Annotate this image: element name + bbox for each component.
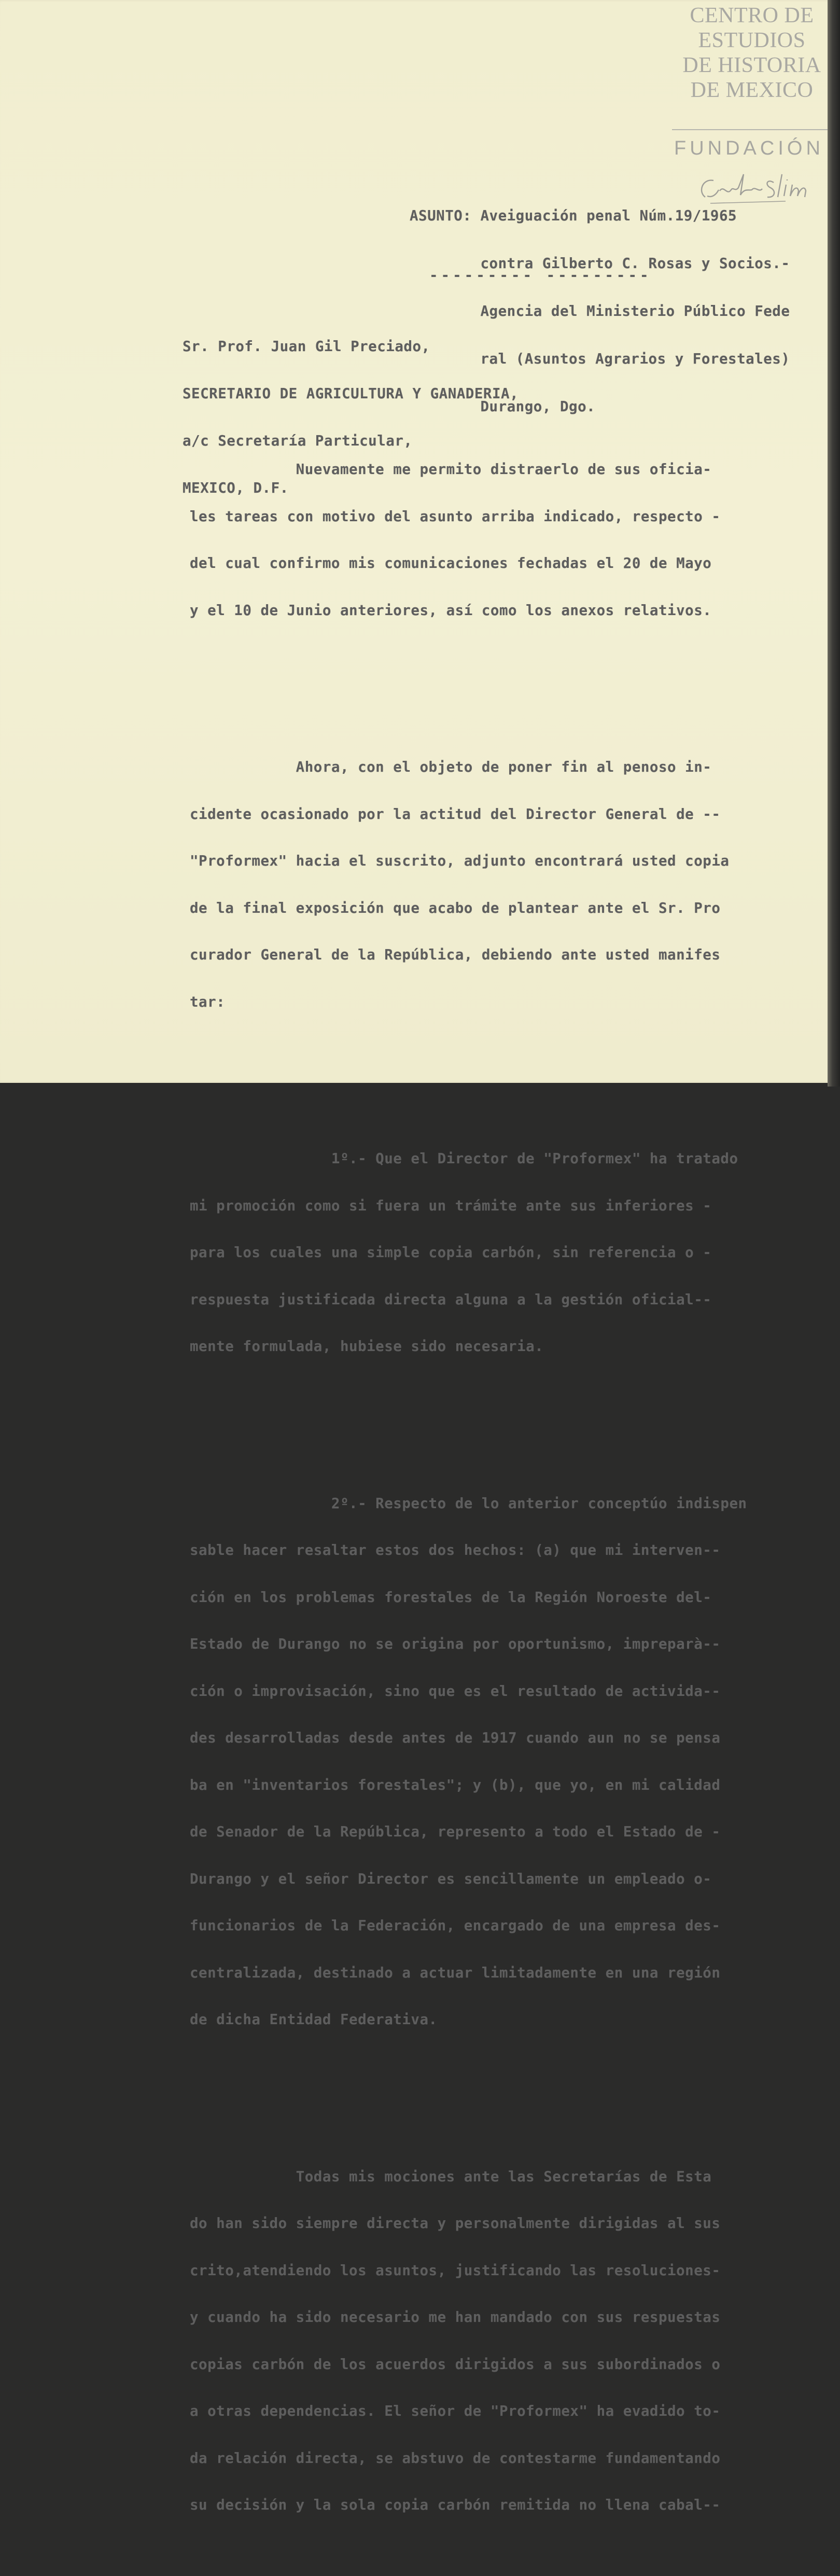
body-line: de Senador de la República, represento a todo el Estado de - [190, 1823, 721, 1840]
body-line: a otras dependencias. El señor de "Proformex" ha evadido to- [190, 2403, 721, 2419]
body-line: copias carbón de los acuerdos dirigidos a sus subordinados o [190, 2356, 721, 2373]
body-line: Nuevamente me permito distraerlo de sus oficia- [190, 461, 712, 478]
watermark-foundation: FUNDACIÓN [674, 137, 824, 159]
subject-line: contra Gilberto C. Rosas y Socios.- [410, 255, 790, 272]
address-line: SECRETARIO DE AGRICULTURA Y GANADERIA, [183, 385, 519, 402]
body-line: y el 10 de Junio anteriores, así como los anexos relativos. [190, 602, 712, 619]
watermark-line: DE MEXICO [690, 78, 814, 102]
body-line: da relación directa, se abstuvo de contestarme fundamentando [190, 2449, 721, 2467]
body-line: para los cuales una simple copia carbón, sin referencia o - [190, 1244, 712, 1261]
body-line: Ahora, con el objeto de poner fin al penoso in- [190, 759, 712, 775]
paragraph [190, 1465, 747, 2059]
body-line: de la final exposición que acabo de plantear ante el Sr. Pro [190, 899, 721, 916]
address-line: Sr. Prof. Juan Gil Preciado, [183, 338, 430, 355]
address-line: a/c Secretaría Particular, [183, 433, 413, 449]
body-line: 2º.- Respecto de lo anterior conceptúo indispen [190, 1495, 747, 1512]
paragraph [190, 1120, 747, 1386]
body-line: mente formulada, hubiese sido necesaria. [190, 1338, 544, 1355]
body-line: sable hacer resaltar estos dos hechos: (a) que mi interven-- [190, 1542, 721, 1558]
body-line: cidente ocasionado por la actitud del Director General de -- [190, 805, 721, 823]
body-line: crito,atendiendo los asuntos, justificando las resoluciones- [190, 2262, 721, 2279]
watermark-line: CENTRO DE [690, 4, 814, 27]
subject-line: ASUNTO: Aveiguación penal Núm.19/1965 [410, 207, 737, 224]
subject-line: Agencia del Ministerio Público Fede [410, 303, 790, 319]
body-line: des desarrolladas desde antes de 1917 cuando aun no se pensa [190, 1730, 721, 1746]
paragraph [190, 728, 747, 1041]
body-line: de dicha Entidad Federativa. [190, 2011, 438, 2028]
body-line: respuesta justificada directa alguna a la gestión oficial-- [190, 1291, 712, 1308]
body-line: y cuando ha sido necesario me han mandado con sus respuestas [190, 2309, 721, 2326]
archive-watermark [669, 3, 835, 103]
body-line: funcionarios de la Federación, encargado de una empresa des- [190, 1917, 721, 1934]
watermark-line: DE HISTORIA [682, 53, 821, 77]
address-line: MEXICO, D.F. [183, 480, 289, 496]
subject-line: ral (Asuntos Agrarios y Forestales) [410, 351, 790, 367]
subject-line: Durango, Dgo. [410, 398, 596, 415]
body-line: les tareas con motivo del asunto arriba indicado, respecto - [190, 508, 721, 525]
body-line: centralizada, destinado a actuar limitadamente en una región [190, 1964, 721, 1981]
subject-separator: --------- --------- [429, 267, 652, 284]
watermark-line: ESTUDIOS [698, 29, 806, 52]
body-line: mi promoción como si fuera un trámite ante sus inferiores - [190, 1197, 712, 1214]
body-line: tar: [190, 993, 226, 1010]
body-line: Todas mis mociones ante las Secretarías de Esta [190, 2168, 712, 2185]
body-line: ción en los problemas forestales de la Región Noroeste del- [190, 1589, 712, 1606]
body-line: Durango y el señor Director es sencillamente un empleado o- [190, 1870, 712, 1887]
body-line: do han sido siempre directa y personalmente dirigidas al sus [190, 2215, 721, 2232]
body-line: su decisión y la sola copia carbón remitida no llena cabal-- [190, 2497, 721, 2513]
paragraph [190, 2138, 747, 2544]
page-edge-shadow [828, 0, 840, 1087]
body-line: "Proformex" hacia el suscrito, adjunto encontrará usted copia [190, 853, 730, 869]
body-line: 1º.- Que el Director de "Proformex" ha tratado [190, 1150, 738, 1167]
body-line: curador General de la República, debiendo ante usted manifes [190, 946, 721, 963]
body-line: ba en "inventarios forestales"; y (b), que yo, en mi calidad [190, 1776, 721, 1793]
body-line: del cual confirmo mis comunicaciones fechadas el 20 de Mayo [190, 555, 712, 572]
watermark-divider [672, 129, 833, 130]
body-line: ción o improvisación, sino que es el resultado de activida-- [190, 1682, 721, 1700]
body-line: Estado de Durango no se origina por oportunismo, impreparà-- [190, 1636, 721, 1652]
letter-body [190, 399, 747, 2575]
paragraph [190, 430, 747, 649]
